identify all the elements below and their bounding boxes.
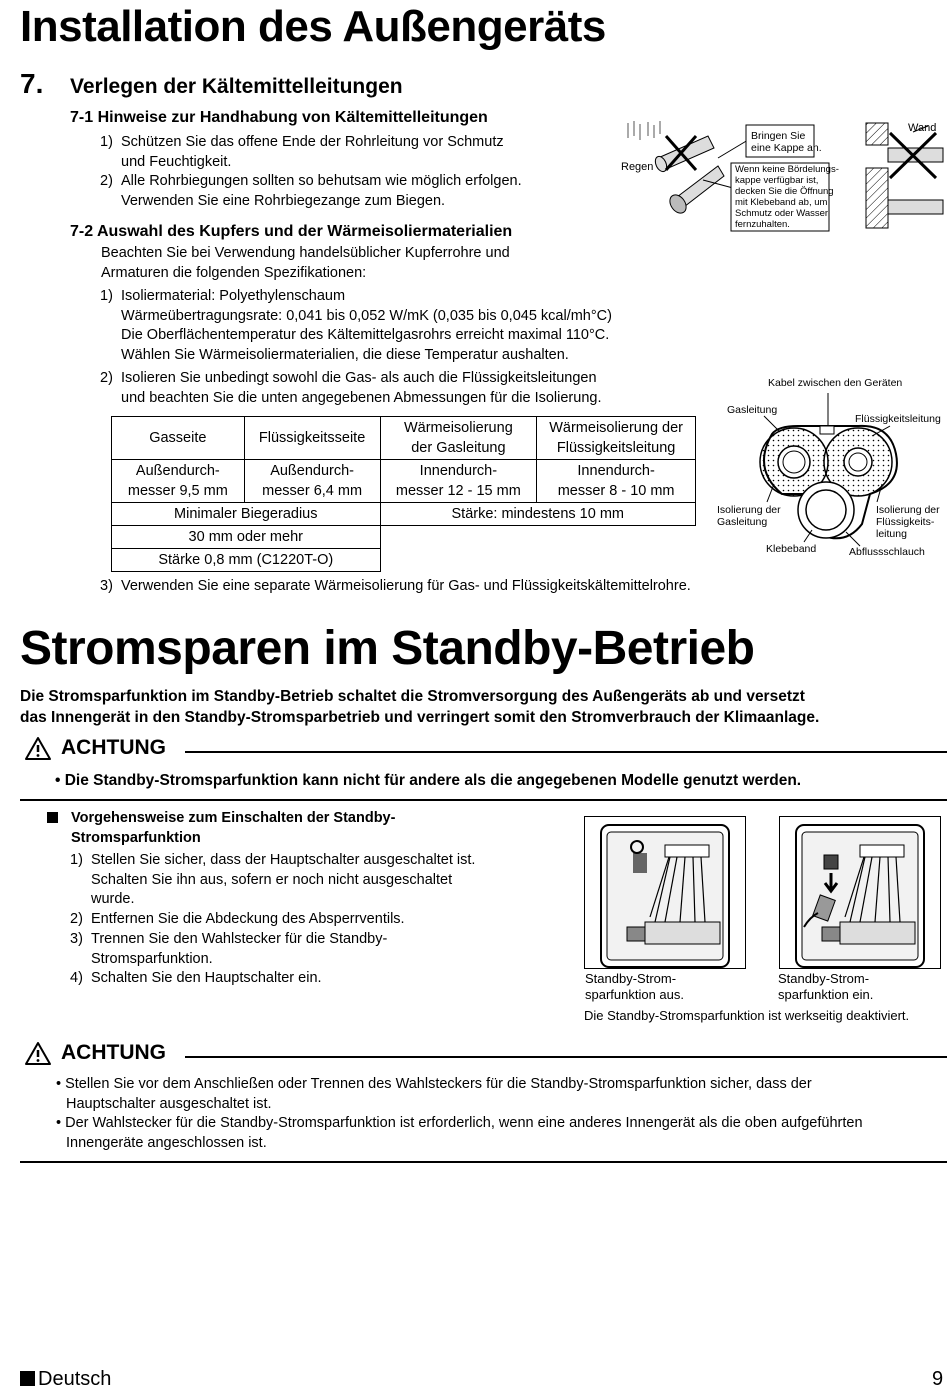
divider [20, 799, 947, 801]
pipe-bundle-figure [712, 374, 948, 564]
table-row [112, 503, 696, 526]
liquid-pipe-label: Flüssigkeitsleitung [855, 413, 941, 425]
procedure-title: Vorgehensweise zum Einschalten der Standby- Stromsparfunktion [71, 810, 396, 846]
cap-note: Bringen Sie eine Kappe an. [751, 130, 822, 154]
rain-label: Regen [621, 161, 654, 173]
square-bullet [47, 812, 58, 823]
pipe-handling-figure [618, 118, 948, 233]
table-row [112, 417, 696, 460]
section-title: Verlegen der Kältemittelleitungen [70, 75, 403, 98]
list-item: 3) Trennen Sie den Wahlstecker für die Standby- Stromsparfunktion. [70, 931, 388, 967]
standby-on-image [779, 816, 941, 969]
divider [185, 1056, 947, 1058]
tape-label: Klebeband [766, 543, 817, 555]
table-cell: Außendurch- messer 9,5 mm [112, 460, 245, 503]
divider [20, 1161, 947, 1163]
table-cell: Stärke: mindestens 10 mm [380, 503, 695, 526]
section-number: 7. [20, 68, 44, 99]
table-header-cell: Wärmeisolierung der Flüssigkeitsleitung [537, 417, 696, 460]
table-cell: Minimaler Biegeradius [112, 503, 381, 526]
warning-icon [24, 736, 52, 766]
table-cell: Innendurch- messer 8 - 10 mm [537, 460, 696, 503]
list-item: 1) Schützen Sie das offene Ende der Rohrleitung vor Schmutz und Feuchtigkeit. [100, 134, 504, 170]
caption-off: Standby-Strom- sparfunktion aus. [585, 971, 685, 1002]
table-cell: 30 mm oder mehr [112, 526, 381, 549]
list-item: 2) Isolieren Sie unbedingt sowohl die Gas- als auch die Flüssigkeitsleitungen und beachten Sie die unten angegebenen Abmessungen für die Isolierung. [100, 370, 602, 406]
table-header-cell: Wärmeisolierung der Gasleitung [380, 417, 537, 460]
tape-note: Wenn keine Bördelungs- kappe verfügbar ist, decken Sie die Öffnung mit Klebeband ab, um Schmutz oder Wasser fernzuhalten. [735, 164, 839, 230]
table-header-cell: Gasseite [112, 417, 245, 460]
table-header-cell: Flüssigkeitsseite [244, 417, 380, 460]
table-row [112, 549, 696, 572]
intro-text: Beachten Sie bei Verwendung handelsüblicher Kupferrohre und Armaturen die folgenden Spezifikationen: [101, 245, 510, 281]
caption-default: Die Standby-Stromsparfunktion ist werkseitig deaktiviert. [584, 1008, 910, 1023]
table-row [112, 460, 696, 503]
warning-icon [24, 1041, 52, 1071]
warning-title: ACHTUNG [61, 736, 166, 759]
subsection-7-2-title: 7-2 Auswahl des Kupfers und der Wärmeisoliermaterialien [70, 223, 513, 240]
divider [185, 751, 947, 753]
insulation-spec-table [111, 416, 696, 572]
list-item: 1) Isoliermaterial: Polyethylenschaum Wärmeübertragungsrate: 0,041 bis 0,052 W/mK (0,035 bis 0,045 kcal/mh°C) Die Oberflächentemperatur des Kältemittelgasrohrs erreicht maximal 110°C. Wählen Sie Wärmeisoliermaterialien, die diese Temperatur aushalten. [100, 288, 612, 363]
table-cell: Außendurch- messer 6,4 mm [244, 460, 380, 503]
table-row [112, 526, 696, 549]
list-item: 1) Stellen Sie sicher, dass der Hauptschalter ausgeschaltet ist. Schalten Sie ihn aus, sofern er noch nicht ausgeschaltet wurde. [70, 852, 476, 907]
warning-item: • Der Wahlstecker für die Standby-Stromsparfunktion ist erforderlich, wenn eine anderes Innengerät als die oben aufgeführten Innengeräte angeschlossen ist. [56, 1115, 863, 1151]
list-item: 2) Entfernen Sie die Abdeckung des Absperrventils. [70, 911, 405, 927]
warning-text: • Die Standby-Stromsparfunktion kann nicht für andere als die angegebenen Modelle genutzt werden. [55, 772, 802, 789]
drain-hose-label: Abflussschlauch [849, 546, 925, 558]
table-cell: Innendurch- messer 12 - 15 mm [380, 460, 537, 503]
liquid-insulation-label: Isolierung der Flüssigkeits- leitung [876, 504, 940, 540]
standby-intro: Die Stromsparfunktion im Standby-Betrieb schaltet die Stromversorgung des Außengeräts ab und versetzt das Innengerät in den Standby-Stromsparbetrieb und verringert somit den Stromverbrauch der Klimaanlage. [20, 688, 820, 726]
wall-label: Wand [908, 122, 937, 134]
page-number: 9 [932, 1368, 944, 1390]
cable-label: Kabel zwischen den Geräten [768, 377, 903, 389]
list-item: 3) Verwenden Sie eine separate Wärmeisolierung für Gas- und Flüssigkeitskältemittelrohre. [100, 578, 691, 594]
footer-language: Deutsch [38, 1368, 112, 1390]
gas-insulation-label: Isolierung der Gasleitung [717, 504, 781, 528]
list-item: 2) Alle Rohrbiegungen sollten so behutsam wie möglich erfolgen. Verwenden Sie eine Rohrbiegezange zum Biegen. [100, 173, 522, 209]
table-cell: Stärke 0,8 mm (C1220T-O) [112, 549, 381, 572]
subsection-7-1-title: 7-1 Hinweise zur Handhabung von Kältemittelleitungen [70, 109, 488, 126]
page-title: Installation des Außengeräts [20, 2, 606, 51]
list-item: 4) Schalten Sie den Hauptschalter ein. [70, 970, 322, 986]
standby-off-image [584, 816, 746, 969]
warning-title: ACHTUNG [61, 1041, 166, 1064]
warning-item: • Stellen Sie vor dem Anschließen oder Trennen des Wahlsteckers für die Standby-Stromsparfunktion sicher, dass der Hauptschalter ausgeschaltet ist. [56, 1076, 812, 1112]
square-bullet [20, 1371, 35, 1386]
standby-title: Stromsparen im Standby-Betrieb [20, 622, 755, 675]
gas-pipe-label: Gasleitung [727, 404, 778, 416]
caption-on: Standby-Strom- sparfunktion ein. [778, 971, 874, 1002]
